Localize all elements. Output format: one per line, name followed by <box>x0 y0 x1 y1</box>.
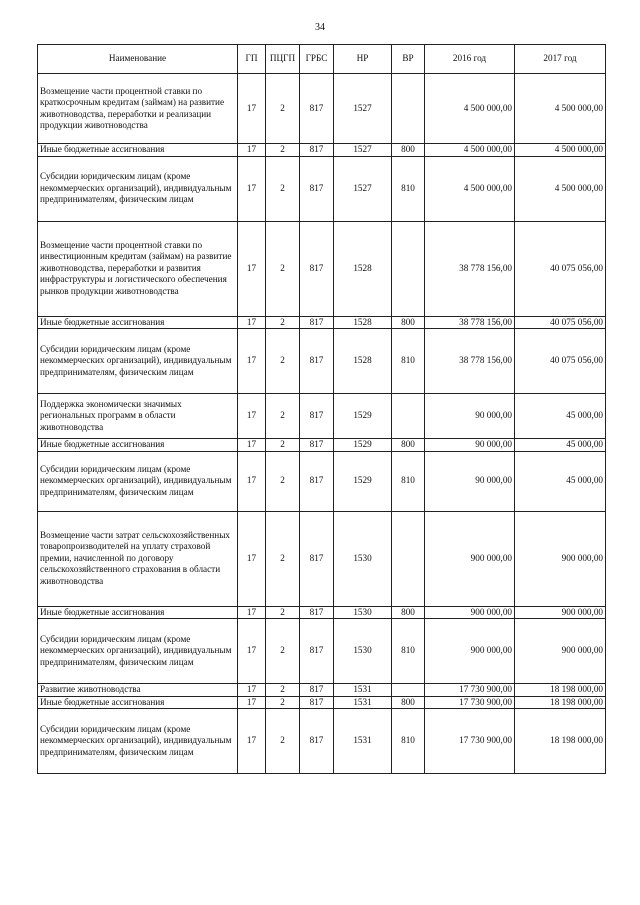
table-row <box>38 439 606 452</box>
cell-vr <box>392 684 425 697</box>
cell-pcgp: 2 <box>266 709 300 774</box>
table-row <box>38 696 606 709</box>
cell-y2017: 40 075 056,00 <box>515 316 606 329</box>
cell-y2017: 4 500 000,00 <box>515 156 606 221</box>
cell-nr: 1528 <box>334 329 392 394</box>
cell-grbs: 817 <box>300 439 334 452</box>
cell-name: Возмещение части затрат сельскохозяйственных товаропроизводителей на уплату страховой премии, начисленной по договору сельскохозяйственного страхования в области животноводства <box>38 511 238 606</box>
cell-nr: 1529 <box>334 394 392 439</box>
cell-grbs: 817 <box>300 329 334 394</box>
table-row <box>38 156 606 221</box>
cell-vr: 810 <box>392 156 425 221</box>
cell-nr: 1527 <box>334 156 392 221</box>
cell-pcgp: 2 <box>266 619 300 684</box>
cell-grbs: 817 <box>300 394 334 439</box>
cell-nr: 1530 <box>334 606 392 619</box>
cell-nr: 1528 <box>334 221 392 316</box>
cell-name: Возмещение части процентной ставки по краткосрочным кредитам (займам) на развитие животноводства, переработки и реализации продукции животноводства <box>38 74 238 144</box>
cell-pcgp: 2 <box>266 606 300 619</box>
header-pcgp: ПЦГП <box>266 45 300 74</box>
cell-grbs: 817 <box>300 511 334 606</box>
cell-y2016: 4 500 000,00 <box>425 156 515 221</box>
cell-nr: 1528 <box>334 316 392 329</box>
cell-vr: 810 <box>392 709 425 774</box>
cell-grbs: 817 <box>300 74 334 144</box>
header-2016: 2016 год <box>425 45 515 74</box>
table-row <box>38 511 606 606</box>
cell-pcgp: 2 <box>266 156 300 221</box>
cell-y2016: 90 000,00 <box>425 451 515 511</box>
cell-name: Иные бюджетные ассигнования <box>38 696 238 709</box>
cell-vr <box>392 511 425 606</box>
cell-grbs: 817 <box>300 144 334 157</box>
cell-pcgp: 2 <box>266 696 300 709</box>
cell-y2017: 40 075 056,00 <box>515 221 606 316</box>
cell-y2017: 18 198 000,00 <box>515 696 606 709</box>
cell-vr: 800 <box>392 316 425 329</box>
cell-grbs: 817 <box>300 709 334 774</box>
cell-pcgp: 2 <box>266 329 300 394</box>
cell-grbs: 817 <box>300 451 334 511</box>
header-2017: 2017 год <box>515 45 606 74</box>
cell-nr: 1527 <box>334 74 392 144</box>
cell-gp: 17 <box>238 329 266 394</box>
table-row <box>38 619 606 684</box>
table-row <box>38 709 606 774</box>
cell-vr <box>392 394 425 439</box>
cell-grbs: 817 <box>300 156 334 221</box>
cell-y2017: 900 000,00 <box>515 511 606 606</box>
cell-name: Субсидии юридическим лицам (кроме некоммерческих организаций), индивидуальным предпринимателям, физическим лицам <box>38 451 238 511</box>
cell-gp: 17 <box>238 619 266 684</box>
cell-pcgp: 2 <box>266 316 300 329</box>
cell-y2017: 45 000,00 <box>515 394 606 439</box>
cell-y2017: 45 000,00 <box>515 451 606 511</box>
cell-gp: 17 <box>238 439 266 452</box>
cell-name: Иные бюджетные ассигнования <box>38 439 238 452</box>
cell-pcgp: 2 <box>266 74 300 144</box>
cell-vr <box>392 74 425 144</box>
cell-name: Иные бюджетные ассигнования <box>38 316 238 329</box>
cell-y2017: 4 500 000,00 <box>515 144 606 157</box>
cell-gp: 17 <box>238 696 266 709</box>
cell-name: Субсидии юридическим лицам (кроме некоммерческих организаций), индивидуальным предпринимателям, физическим лицам <box>38 619 238 684</box>
cell-y2017: 45 000,00 <box>515 439 606 452</box>
table-header-row <box>38 45 606 74</box>
cell-nr: 1527 <box>334 144 392 157</box>
cell-pcgp: 2 <box>266 684 300 697</box>
header-vr: ВР <box>392 45 425 74</box>
cell-y2016: 38 778 156,00 <box>425 316 515 329</box>
cell-name: Субсидии юридическим лицам (кроме некоммерческих организаций), индивидуальным предпринимателям, физическим лицам <box>38 156 238 221</box>
cell-y2016: 90 000,00 <box>425 394 515 439</box>
cell-name: Поддержка экономически значимых региональных программ в области животноводства <box>38 394 238 439</box>
cell-vr: 800 <box>392 439 425 452</box>
cell-y2016: 38 778 156,00 <box>425 329 515 394</box>
cell-nr: 1530 <box>334 511 392 606</box>
table-row <box>38 329 606 394</box>
cell-gp: 17 <box>238 394 266 439</box>
cell-pcgp: 2 <box>266 511 300 606</box>
cell-gp: 17 <box>238 316 266 329</box>
header-grbs: ГРБС <box>300 45 334 74</box>
cell-vr <box>392 221 425 316</box>
cell-gp: 17 <box>238 156 266 221</box>
cell-y2016: 900 000,00 <box>425 606 515 619</box>
cell-grbs: 817 <box>300 221 334 316</box>
cell-grbs: 817 <box>300 606 334 619</box>
table-body <box>38 74 606 774</box>
cell-name: Иные бюджетные ассигнования <box>38 144 238 157</box>
header-nr: НР <box>334 45 392 74</box>
cell-y2016: 900 000,00 <box>425 511 515 606</box>
cell-y2017: 18 198 000,00 <box>515 709 606 774</box>
cell-grbs: 817 <box>300 316 334 329</box>
cell-grbs: 817 <box>300 696 334 709</box>
cell-pcgp: 2 <box>266 221 300 316</box>
cell-y2017: 18 198 000,00 <box>515 684 606 697</box>
cell-y2016: 38 778 156,00 <box>425 221 515 316</box>
table-row <box>38 684 606 697</box>
cell-vr: 810 <box>392 329 425 394</box>
table-row <box>38 394 606 439</box>
cell-nr: 1531 <box>334 709 392 774</box>
cell-y2017: 900 000,00 <box>515 606 606 619</box>
cell-vr: 810 <box>392 619 425 684</box>
cell-y2017: 40 075 056,00 <box>515 329 606 394</box>
cell-nr: 1529 <box>334 439 392 452</box>
cell-nr: 1530 <box>334 619 392 684</box>
cell-nr: 1531 <box>334 684 392 697</box>
cell-y2017: 900 000,00 <box>515 619 606 684</box>
cell-vr: 800 <box>392 606 425 619</box>
cell-name: Субсидии юридическим лицам (кроме некоммерческих организаций), индивидуальным предпринимателям, физическим лицам <box>38 709 238 774</box>
cell-gp: 17 <box>238 511 266 606</box>
cell-y2016: 17 730 900,00 <box>425 709 515 774</box>
cell-name: Возмещение части процентной ставки по инвестиционным кредитам (займам) на развитие животноводства, переработки и развития инфраструктуры и логистического обеспечения рынков продукции животноводства <box>38 221 238 316</box>
cell-name: Субсидии юридическим лицам (кроме некоммерческих организаций), индивидуальным предпринимателям, физическим лицам <box>38 329 238 394</box>
cell-name: Иные бюджетные ассигнования <box>38 606 238 619</box>
cell-nr: 1531 <box>334 696 392 709</box>
cell-pcgp: 2 <box>266 451 300 511</box>
cell-gp: 17 <box>238 606 266 619</box>
header-name: Наименование <box>38 45 238 74</box>
cell-gp: 17 <box>238 684 266 697</box>
cell-y2016: 17 730 900,00 <box>425 684 515 697</box>
cell-nr: 1529 <box>334 451 392 511</box>
cell-y2016: 4 500 000,00 <box>425 74 515 144</box>
cell-y2016: 4 500 000,00 <box>425 144 515 157</box>
cell-pcgp: 2 <box>266 439 300 452</box>
cell-y2016: 90 000,00 <box>425 439 515 452</box>
cell-grbs: 817 <box>300 684 334 697</box>
header-gp: ГП <box>238 45 266 74</box>
cell-gp: 17 <box>238 74 266 144</box>
cell-gp: 17 <box>238 144 266 157</box>
cell-vr: 810 <box>392 451 425 511</box>
cell-pcgp: 2 <box>266 394 300 439</box>
cell-name: Развитие животноводства <box>38 684 238 697</box>
table-row <box>38 74 606 144</box>
cell-gp: 17 <box>238 451 266 511</box>
table-row <box>38 606 606 619</box>
cell-grbs: 817 <box>300 619 334 684</box>
table-row <box>38 316 606 329</box>
table-row <box>38 144 606 157</box>
cell-vr: 800 <box>392 696 425 709</box>
cell-vr: 800 <box>392 144 425 157</box>
page-number: 34 <box>315 22 325 33</box>
cell-gp: 17 <box>238 709 266 774</box>
cell-y2017: 4 500 000,00 <box>515 74 606 144</box>
budget-table <box>37 44 606 774</box>
table-row <box>38 451 606 511</box>
cell-gp: 17 <box>238 221 266 316</box>
cell-y2016: 900 000,00 <box>425 619 515 684</box>
cell-pcgp: 2 <box>266 144 300 157</box>
cell-y2016: 17 730 900,00 <box>425 696 515 709</box>
table-row <box>38 221 606 316</box>
